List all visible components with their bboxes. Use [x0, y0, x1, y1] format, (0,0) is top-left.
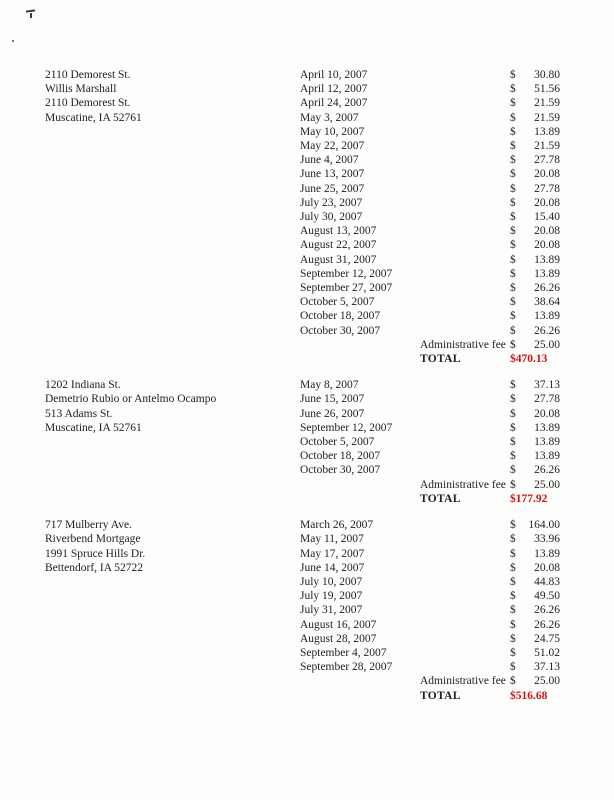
entry-row	[300, 449, 570, 463]
currency-symbol: $	[510, 464, 516, 477]
entry-amount	[510, 660, 560, 674]
entry-amount	[510, 449, 560, 463]
admin-fee-amount	[510, 478, 560, 492]
scan-artifact-tick	[30, 13, 32, 18]
entry-date: June 14, 2007	[300, 561, 365, 574]
admin-fee-date-spacer	[300, 478, 420, 492]
total-row	[300, 492, 570, 506]
entry-amount	[510, 378, 560, 392]
amount-value: 13.89	[534, 125, 560, 138]
currency-symbol: $	[510, 575, 516, 588]
total-label: TOTAL	[420, 689, 461, 702]
entry-row	[300, 547, 570, 561]
entry-amount	[510, 518, 560, 532]
entry-row	[300, 309, 570, 323]
address-line: Bettendorf, IA 52722	[45, 561, 144, 574]
total-amount: $177.92	[510, 492, 548, 505]
address-line: 1202 Indiana St.	[45, 379, 121, 392]
entry-amount	[510, 435, 560, 449]
address-line: 513 Adams St.	[45, 407, 113, 420]
entry-label-spacer	[420, 575, 510, 589]
amount-value: 38.64	[534, 296, 560, 309]
entry-amount	[510, 281, 560, 295]
entry-label-spacer	[420, 378, 510, 392]
entry-row	[300, 96, 570, 110]
entry-row	[300, 532, 570, 546]
entry-date: August 13, 2007	[300, 225, 377, 238]
currency-symbol: $	[510, 632, 516, 645]
entry-row	[300, 238, 570, 252]
currency-symbol: $	[510, 154, 516, 167]
currency-symbol: $	[510, 478, 516, 491]
entry-label-spacer	[420, 603, 510, 617]
amount-value: 49.50	[534, 590, 560, 603]
entry-date: May 17, 2007	[300, 547, 365, 560]
scan-artifact-dot	[12, 40, 14, 42]
amount-value: 20.08	[534, 196, 560, 209]
entry-row	[300, 295, 570, 309]
entry-label-spacer	[420, 153, 510, 167]
entry-label-spacer	[420, 281, 510, 295]
entry-amount	[510, 589, 560, 603]
entry-row	[300, 68, 570, 82]
amount-value: 26.26	[534, 282, 560, 295]
amount-value: 27.78	[534, 182, 560, 195]
entry-label-spacer	[420, 111, 510, 125]
entry-amount	[510, 253, 560, 267]
entry-label-spacer	[420, 463, 510, 477]
entry-date: March 26, 2007	[300, 519, 374, 532]
entry-date: May 22, 2007	[300, 140, 365, 153]
entry-row	[300, 210, 570, 224]
currency-symbol: $	[510, 519, 516, 532]
entry-amount	[510, 632, 560, 646]
entry-label-spacer	[420, 82, 510, 96]
address-line: 2110 Demorest St.	[45, 69, 131, 81]
address-line: Demetrio Rubio or Antelmo Ocampo	[45, 393, 217, 406]
address-line: Muscatine, IA 52761	[45, 111, 142, 124]
entry-date: September 12, 2007	[300, 421, 393, 434]
amount-value: 51.02	[534, 646, 560, 659]
entry-date: October 5, 2007	[300, 436, 375, 449]
entry-row	[300, 324, 570, 338]
entry-date: October 30, 2007	[300, 464, 381, 477]
amount-value: 20.08	[534, 561, 560, 574]
entry-date: September 4, 2007	[300, 646, 387, 659]
amount-value: 25.00	[534, 478, 560, 491]
entry-label-spacer	[420, 238, 510, 252]
entry-amount	[510, 295, 560, 309]
entry-amount	[510, 96, 560, 110]
entry-amount	[510, 309, 560, 323]
entry-row	[300, 182, 570, 196]
admin-fee-row	[300, 338, 570, 352]
entry-row	[300, 139, 570, 153]
currency-symbol: $	[510, 675, 516, 688]
total-amount: $516.68	[510, 689, 548, 702]
address-line: 717 Mulberry Ave.	[45, 519, 132, 532]
entry-row	[300, 196, 570, 210]
entry-row	[300, 561, 570, 575]
entry-row	[300, 646, 570, 660]
entry-date: July 30, 2007	[300, 211, 363, 224]
amount-value: 27.78	[534, 393, 560, 406]
entry-date: September 27, 2007	[300, 282, 393, 295]
amount-value: 20.08	[534, 239, 560, 252]
entry-date: August 22, 2007	[300, 239, 377, 252]
entry-label-spacer	[420, 589, 510, 603]
amount-value: 13.89	[534, 450, 560, 463]
currency-symbol: $	[510, 296, 516, 309]
billing-sections	[45, 68, 614, 703]
entries-list	[300, 518, 570, 703]
entry-row	[300, 632, 570, 646]
entry-amount	[510, 407, 560, 421]
entry-date: July 19, 2007	[300, 590, 363, 603]
entry-label-spacer	[420, 68, 510, 82]
admin-fee-label: Administrative fee	[420, 675, 506, 688]
entry-row	[300, 518, 570, 532]
entry-date: June 13, 2007	[300, 168, 365, 181]
entry-amount	[510, 392, 560, 406]
entry-amount	[510, 603, 560, 617]
entry-label-spacer	[420, 660, 510, 674]
entry-amount	[510, 196, 560, 210]
currency-symbol: $	[510, 407, 516, 420]
currency-symbol: $	[510, 282, 516, 295]
total-row	[300, 352, 570, 366]
currency-symbol: $	[510, 168, 516, 181]
currency-symbol: $	[510, 69, 516, 81]
entry-date: June 4, 2007	[300, 154, 359, 167]
entry-row	[300, 253, 570, 267]
entry-row	[300, 125, 570, 139]
currency-symbol: $	[510, 239, 516, 252]
currency-symbol: $	[510, 83, 516, 96]
entry-amount	[510, 267, 560, 281]
entry-row	[300, 660, 570, 674]
entry-amount	[510, 547, 560, 561]
amount-value: 13.89	[534, 547, 560, 560]
entry-date: June 26, 2007	[300, 407, 365, 420]
entry-row	[300, 603, 570, 617]
entry-amount	[510, 182, 560, 196]
entry-date: July 31, 2007	[300, 604, 363, 617]
entry-row	[300, 618, 570, 632]
entry-label-spacer	[420, 532, 510, 546]
entry-amount	[510, 324, 560, 338]
entry-amount	[510, 153, 560, 167]
amount-value: 37.13	[534, 379, 560, 392]
currency-symbol: $	[510, 140, 516, 153]
currency-symbol: $	[510, 436, 516, 449]
entry-label-spacer	[420, 407, 510, 421]
currency-symbol: $	[510, 253, 516, 266]
entry-row	[300, 281, 570, 295]
amount-value: 25.00	[534, 675, 560, 688]
amount-value: 20.08	[534, 407, 560, 420]
amount-value: 164.00	[528, 519, 560, 532]
currency-symbol: $	[510, 125, 516, 138]
total-amount: $470.13	[510, 353, 548, 366]
entry-row	[300, 82, 570, 96]
entry-date: July 23, 2007	[300, 196, 363, 209]
currency-symbol: $	[510, 604, 516, 617]
entry-amount	[510, 125, 560, 139]
currency-symbol: $	[510, 533, 516, 546]
entry-row	[300, 224, 570, 238]
address-line: Riverbend Mortgage	[45, 533, 141, 546]
entry-label-spacer	[420, 547, 510, 561]
address-block	[45, 378, 300, 506]
currency-symbol: $	[510, 450, 516, 463]
total-date-spacer	[300, 352, 420, 366]
amount-value: 26.26	[534, 464, 560, 477]
admin-fee-row	[300, 674, 570, 688]
entry-amount	[510, 561, 560, 575]
entry-label-spacer	[420, 167, 510, 181]
admin-fee-label: Administrative fee	[420, 478, 506, 491]
amount-value: 24.75	[534, 632, 560, 645]
entry-row	[300, 392, 570, 406]
amount-value: 15.40	[534, 211, 560, 224]
entry-label-spacer	[420, 435, 510, 449]
entry-amount	[510, 167, 560, 181]
entry-label-spacer	[420, 421, 510, 435]
address-block	[45, 68, 300, 366]
admin-fee-date-spacer	[300, 338, 420, 352]
currency-symbol: $	[510, 379, 516, 392]
entry-row	[300, 167, 570, 181]
entries-list	[300, 378, 570, 506]
currency-symbol: $	[510, 182, 516, 195]
amount-value: 26.26	[534, 324, 560, 337]
entry-amount	[510, 82, 560, 96]
entry-label-spacer	[420, 210, 510, 224]
currency-symbol: $	[510, 646, 516, 659]
entry-label-spacer	[420, 561, 510, 575]
total-date-spacer	[300, 492, 420, 506]
amount-value: 20.08	[534, 168, 560, 181]
entry-date: August 16, 2007	[300, 618, 377, 631]
currency-symbol: $	[510, 111, 516, 124]
entry-date: October 5, 2007	[300, 296, 375, 309]
amount-value: 44.83	[534, 575, 560, 588]
entry-date: May 10, 2007	[300, 125, 365, 138]
entry-row	[300, 421, 570, 435]
admin-fee-amount	[510, 674, 560, 688]
currency-symbol: $	[510, 661, 516, 674]
entry-label-spacer	[420, 309, 510, 323]
currency-symbol: $	[510, 561, 516, 574]
amount-value: 20.08	[534, 225, 560, 238]
entry-label-spacer	[420, 392, 510, 406]
currency-symbol: $	[510, 393, 516, 406]
entry-label-spacer	[420, 324, 510, 338]
entry-amount	[510, 618, 560, 632]
amount-value: 13.89	[534, 310, 560, 323]
entry-date: April 24, 2007	[300, 97, 368, 110]
total-label: TOTAL	[420, 492, 461, 505]
amount-value: 13.89	[534, 253, 560, 266]
entry-date: June 15, 2007	[300, 393, 365, 406]
amount-value: 33.96	[534, 533, 560, 546]
entry-label-spacer	[420, 632, 510, 646]
amount-value: 21.59	[534, 111, 560, 124]
entry-date: October 30, 2007	[300, 324, 381, 337]
billing-section-2	[45, 378, 614, 506]
total-date-spacer	[300, 689, 420, 703]
entry-date: April 10, 2007	[300, 69, 368, 81]
entry-amount	[510, 210, 560, 224]
address-line: 2110 Demorest St.	[45, 97, 131, 110]
entry-label-spacer	[420, 646, 510, 660]
entry-label-spacer	[420, 182, 510, 196]
address-block	[45, 518, 300, 703]
currency-symbol: $	[510, 211, 516, 224]
entry-amount	[510, 224, 560, 238]
entry-amount	[510, 68, 560, 82]
entry-row	[300, 463, 570, 477]
entry-row	[300, 435, 570, 449]
entry-amount	[510, 575, 560, 589]
entry-row	[300, 378, 570, 392]
currency-symbol: $	[510, 547, 516, 560]
entry-date: May 11, 2007	[300, 533, 364, 546]
entry-row	[300, 153, 570, 167]
amount-value: 25.00	[534, 338, 560, 351]
entry-amount	[510, 532, 560, 546]
address-line: Muscatine, IA 52761	[45, 421, 142, 434]
entry-label-spacer	[420, 196, 510, 210]
amount-value: 26.26	[534, 604, 560, 617]
entry-date: September 28, 2007	[300, 661, 393, 674]
amount-value: 27.78	[534, 154, 560, 167]
total-row	[300, 689, 570, 703]
entry-label-spacer	[420, 449, 510, 463]
admin-fee-amount	[510, 338, 560, 352]
entry-row	[300, 267, 570, 281]
entry-date: October 18, 2007	[300, 450, 381, 463]
currency-symbol: $	[510, 421, 516, 434]
entry-label-spacer	[420, 96, 510, 110]
amount-value: 26.26	[534, 618, 560, 631]
entry-label-spacer	[420, 253, 510, 267]
entry-amount	[510, 139, 560, 153]
entry-row	[300, 111, 570, 125]
billing-section-3	[45, 518, 614, 703]
currency-symbol: $	[510, 267, 516, 280]
entry-label-spacer	[420, 139, 510, 153]
admin-fee-label: Administrative fee	[420, 338, 506, 351]
entry-label-spacer	[420, 518, 510, 532]
entry-amount	[510, 421, 560, 435]
entry-date: October 18, 2007	[300, 310, 381, 323]
entry-label-spacer	[420, 125, 510, 139]
entry-label-spacer	[420, 295, 510, 309]
currency-symbol: $	[510, 324, 516, 337]
entry-label-spacer	[420, 267, 510, 281]
currency-symbol: $	[510, 310, 516, 323]
entry-amount	[510, 646, 560, 660]
admin-fee-row	[300, 478, 570, 492]
entry-date: August 31, 2007	[300, 253, 377, 266]
entry-date: August 28, 2007	[300, 632, 377, 645]
entry-amount	[510, 238, 560, 252]
amount-value: 13.89	[534, 421, 560, 434]
entry-amount	[510, 111, 560, 125]
total-label: TOTAL	[420, 353, 461, 366]
entry-date: May 8, 2007	[300, 379, 359, 392]
amount-value: 21.59	[534, 97, 560, 110]
entries-list	[300, 68, 570, 366]
entry-label-spacer	[420, 618, 510, 632]
entry-date: September 12, 2007	[300, 267, 393, 280]
currency-symbol: $	[510, 196, 516, 209]
currency-symbol: $	[510, 338, 516, 351]
amount-value: 51.56	[534, 83, 560, 96]
address-line: Willis Marshall	[45, 83, 117, 96]
entry-row	[300, 589, 570, 603]
entry-amount	[510, 463, 560, 477]
currency-symbol: $	[510, 590, 516, 603]
entry-date: July 10, 2007	[300, 575, 363, 588]
admin-fee-date-spacer	[300, 674, 420, 688]
entry-row	[300, 575, 570, 589]
amount-value: 13.89	[534, 267, 560, 280]
amount-value: 30.80	[534, 69, 560, 81]
amount-value: 21.59	[534, 140, 560, 153]
amount-value: 13.89	[534, 436, 560, 449]
entry-row	[300, 407, 570, 421]
currency-symbol: $	[510, 225, 516, 238]
billing-section-1	[45, 68, 614, 366]
entry-date: June 25, 2007	[300, 182, 365, 195]
address-line: 1991 Spruce Hills Dr.	[45, 547, 146, 560]
entry-date: April 12, 2007	[300, 83, 368, 96]
entry-date: May 3, 2007	[300, 111, 359, 124]
entry-label-spacer	[420, 224, 510, 238]
amount-value: 37.13	[534, 661, 560, 674]
currency-symbol: $	[510, 618, 516, 631]
currency-symbol: $	[510, 97, 516, 110]
